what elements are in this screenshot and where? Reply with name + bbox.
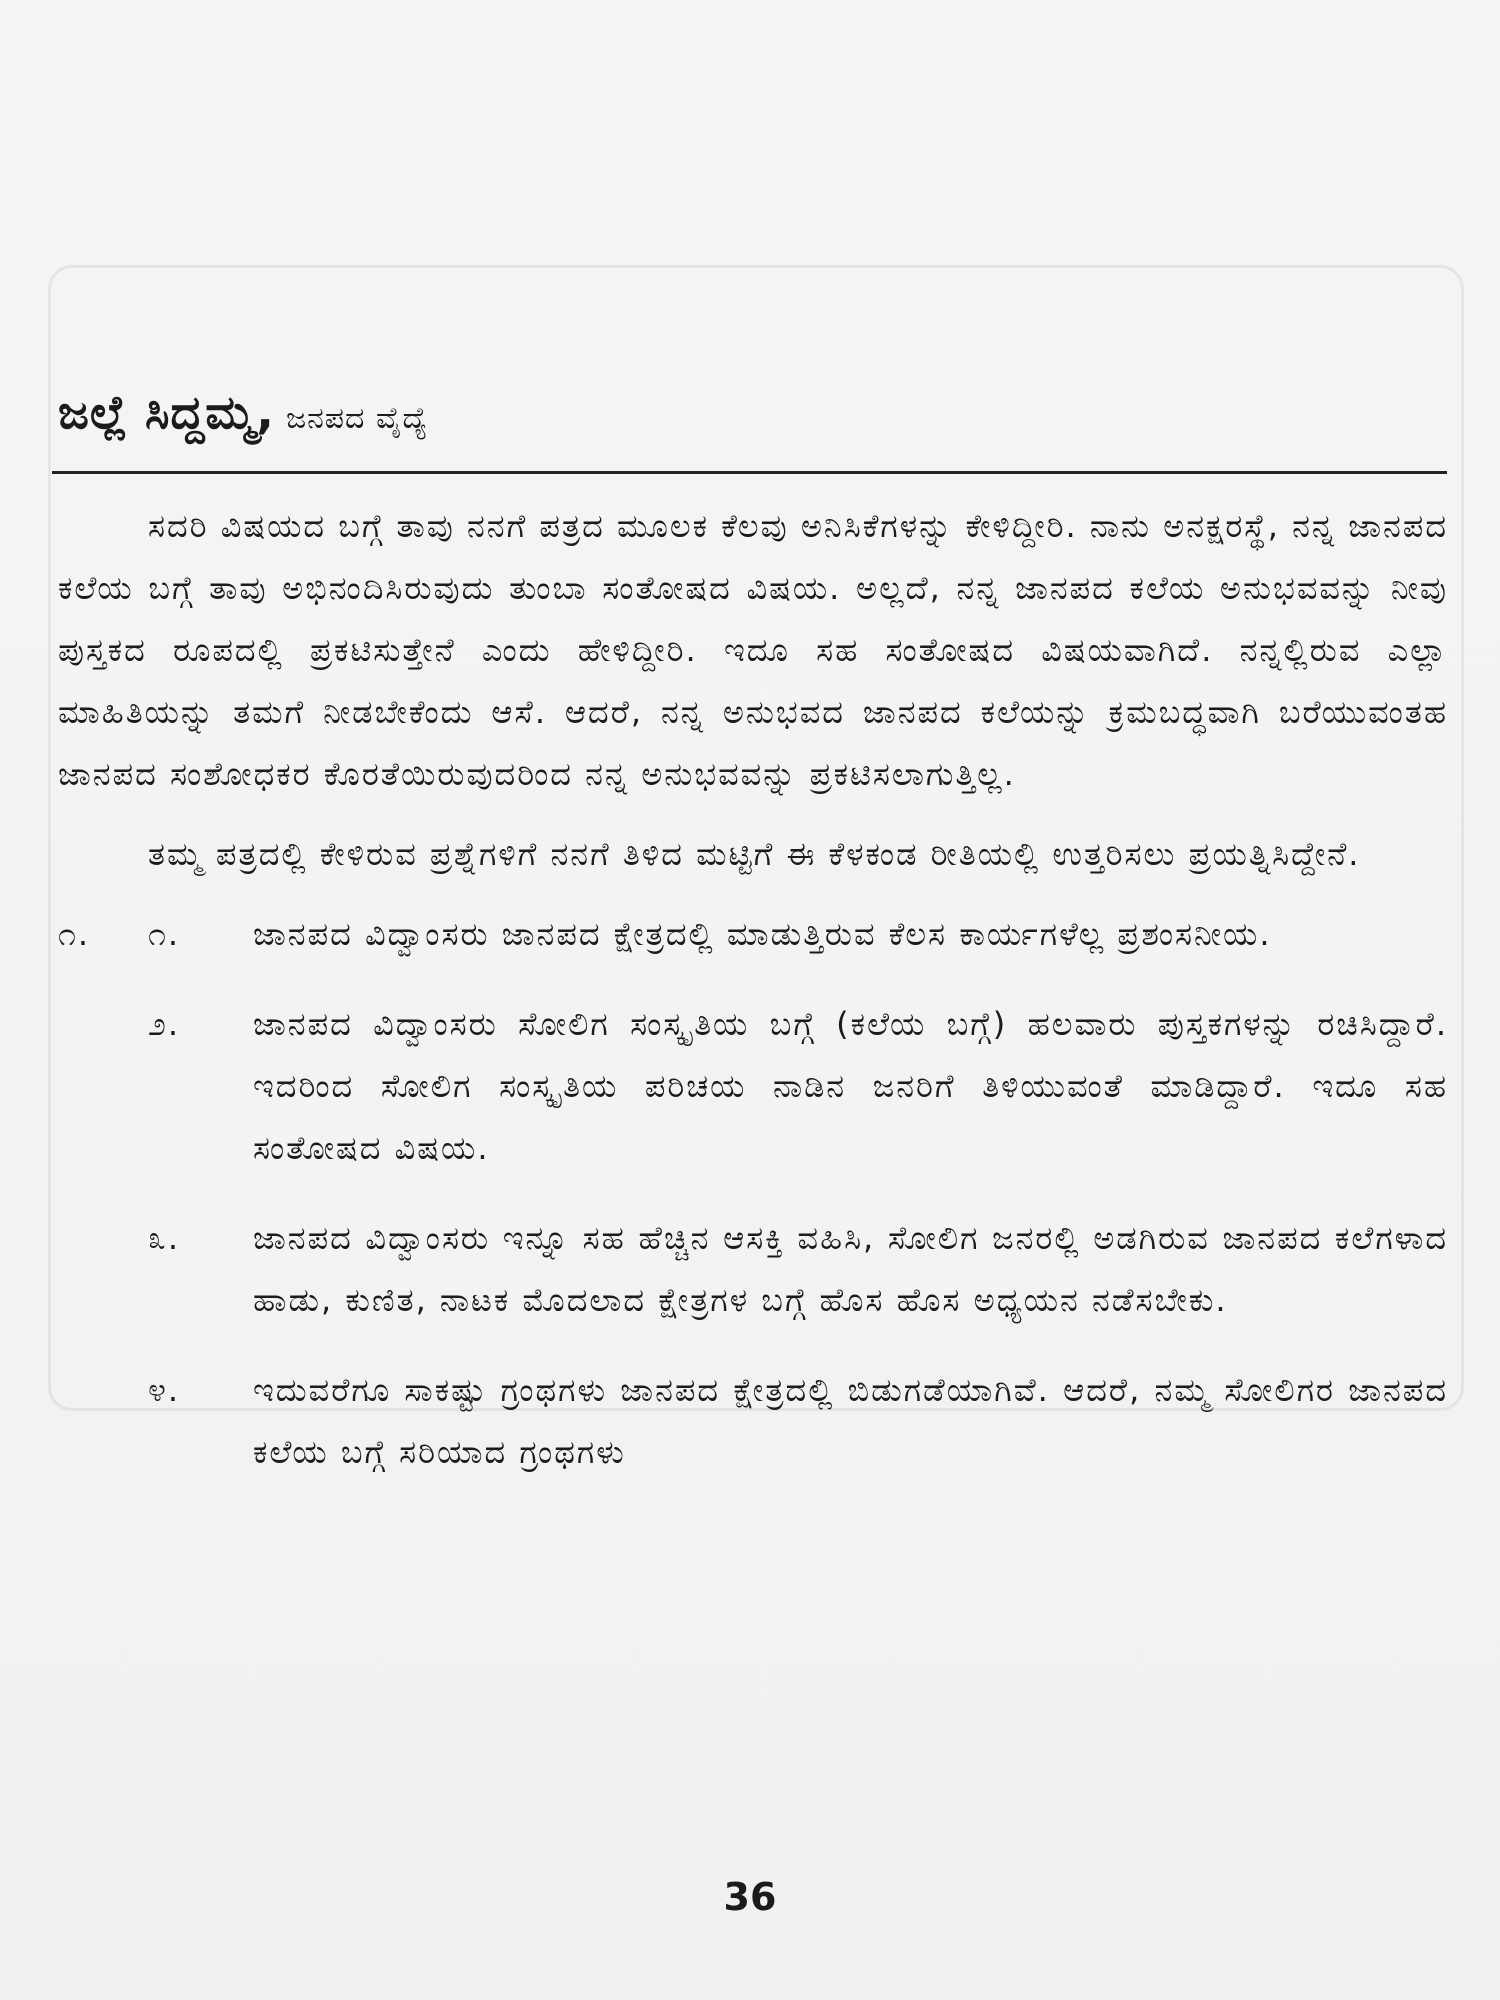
item-text: ಜಾನಪದ ವಿದ್ವಾಂಸರು ಜಾನಪದ ಕ್ಷೇತ್ರದಲ್ಲಿ ಮಾಡುತ್ತಿರುವ ಕೆಲಸ ಕಾರ್ಯಗಳೆಲ್ಲ ಪ್ರಶಂಸನೀಯ. bbox=[253, 915, 1272, 953]
item-number: ೧. bbox=[148, 915, 181, 953]
author-name: ಜಲ್ಲೆ ಸಿದ್ದಮ್ಮ, bbox=[58, 385, 275, 439]
body-text bbox=[58, 495, 1448, 1511]
item-number: ೩. bbox=[148, 1219, 181, 1257]
paragraph: ಸದರಿ ವಿಷಯದ ಬಗ್ಗೆ ತಾವು ನನಗೆ ಪತ್ರದ ಮೂಲಕ ಕೆಲವು ಅನಿಸಿಕೆಗಳನ್ನು ಕೇಳಿದ್ದೀರಿ. ನಾನು ಅನಕ್ಷರಸ್ಥೆ, ನನ್ನ ಜಾನಪದ ಕಲೆಯ ಬಗ್ಗೆ ತಾವು ಅಭಿನಂದಿಸಿರುವುದು ತುಂಬಾ ಸಂತೋಷದ ವಿಷಯ. ಅಲ್ಲದೆ, ನನ್ನ ಜಾನಪದ ಕಲೆಯ ಅನುಭವವನ್ನು ನೀವು ಪುಸ್ತಕದ ರೂಪದಲ್ಲಿ ಪ್ರಕಟಿಸುತ್ತೇನೆ ಎಂದು ಹೇಳಿದ್ದೀರಿ. ಇದೂ ಸಹ ಸಂತೋಷದ ವಿಷಯವಾಗಿದೆ. ನನ್ನಲ್ಲಿರುವ ಎಲ್ಲಾ ಮಾಹಿತಿಯನ್ನು ತಮಗೆ ನೀಡಬೇಕೆಂದು ಆಸೆ. ಆದರೆ, ನನ್ನ ಅನುಭವದ ಜಾನಪದ ಕಲೆಯನ್ನು ಕ್ರಮಬದ್ಧವಾಗಿ ಬರೆಯುವಂತಹ ಜಾನಪದ ಸಂಶೋಧಕರ ಕೊರತೆಯಿರುವುದರಿಂದ ನನ್ನ ಅನುಭವವನ್ನು ಪ್ರಕಟಿಸಲಾಗುತ್ತಿಲ್ಲ. bbox=[58, 507, 1448, 793]
item-text: ಜಾನಪದ ವಿದ್ವಾಂಸರು ಸೋಲಿಗ ಸಂಸ್ಕೃತಿಯ ಬಗ್ಗೆ (ಕಲೆಯ ಬಗ್ಗೆ) ಹಲವಾರು ಪುಸ್ತಕಗಳನ್ನು ರಚಿಸಿದ್ದಾರೆ. ಇದರಿಂದ ಸೋಲಿಗ ಸಂಸ್ಕೃತಿಯ ಪರಿಚಯ ನಾಡಿನ ಜನರಿಗೆ ತಿಳಿಯುವಂತೆ ಮಾಡಿದ್ದಾರೆ. ಇದೂ ಸಹ ಸಂತೋಷದ ವಿಷಯ. bbox=[253, 1005, 1448, 1167]
list-item bbox=[58, 1359, 1448, 1483]
list-item bbox=[58, 903, 1448, 965]
section-header bbox=[58, 385, 1448, 465]
page-number: 36 bbox=[723, 1875, 777, 1919]
list-item bbox=[58, 993, 1448, 1179]
item-number: ೨. bbox=[148, 1005, 181, 1043]
item-text: ಜಾನಪದ ವಿದ್ವಾಂಸರು ಇನ್ನೂ ಸಹ ಹೆಚ್ಚಿನ ಆಸಕ್ತಿ ವಹಿಸಿ, ಸೋಲಿಗ ಜನರಲ್ಲಿ ಅಡಗಿರುವ ಜಾನಪದ ಕಲೆಗಳಾದ ಹಾಡು, ಕುಣಿತ, ನಾಟಕ ಮೊದಲಾದ ಕ್ಷೇತ್ರಗಳ ಬಗ್ಗೆ ಹೊಸ ಹೊಸ ಅಧ್ಯಯನ ನಡೆಸಬೇಕು. bbox=[253, 1219, 1448, 1319]
item-number: ೪. bbox=[148, 1371, 181, 1409]
section-number: ೧. bbox=[58, 915, 91, 953]
paragraph: ತಮ್ಮ ಪತ್ರದಲ್ಲಿ ಕೇಳಿರುವ ಪ್ರಶ್ನೆಗಳಿಗೆ ನನಗೆ ತಿಳಿದ ಮಟ್ಟಿಗೆ ಈ ಕೆಳಕಂಡ ರೀತಿಯಲ್ಲಿ ಉತ್ತರಿಸಲು ಪ್ರಯತ್ನಿಸಿದ್ದೇನೆ. bbox=[148, 835, 1361, 873]
author-role: ಜನಪದ ವೈದ್ಯೆ bbox=[285, 401, 429, 436]
header-divider bbox=[52, 471, 1447, 474]
item-text: ಇದುವರೆಗೂ ಸಾಕಷ್ಟು ಗ್ರಂಥಗಳು ಜಾನಪದ ಕ್ಷೇತ್ರದಲ್ಲಿ ಬಿಡುಗಡೆಯಾಗಿವೆ. ಆದರೆ, ನಮ್ಮ ಸೋಲಿಗರ ಜಾನಪದ ಕಲೆಯ ಬಗ್ಗೆ ಸರಿಯಾದ ಗ್ರಂಥಗಳು bbox=[253, 1371, 1448, 1471]
list-item bbox=[58, 1207, 1448, 1331]
